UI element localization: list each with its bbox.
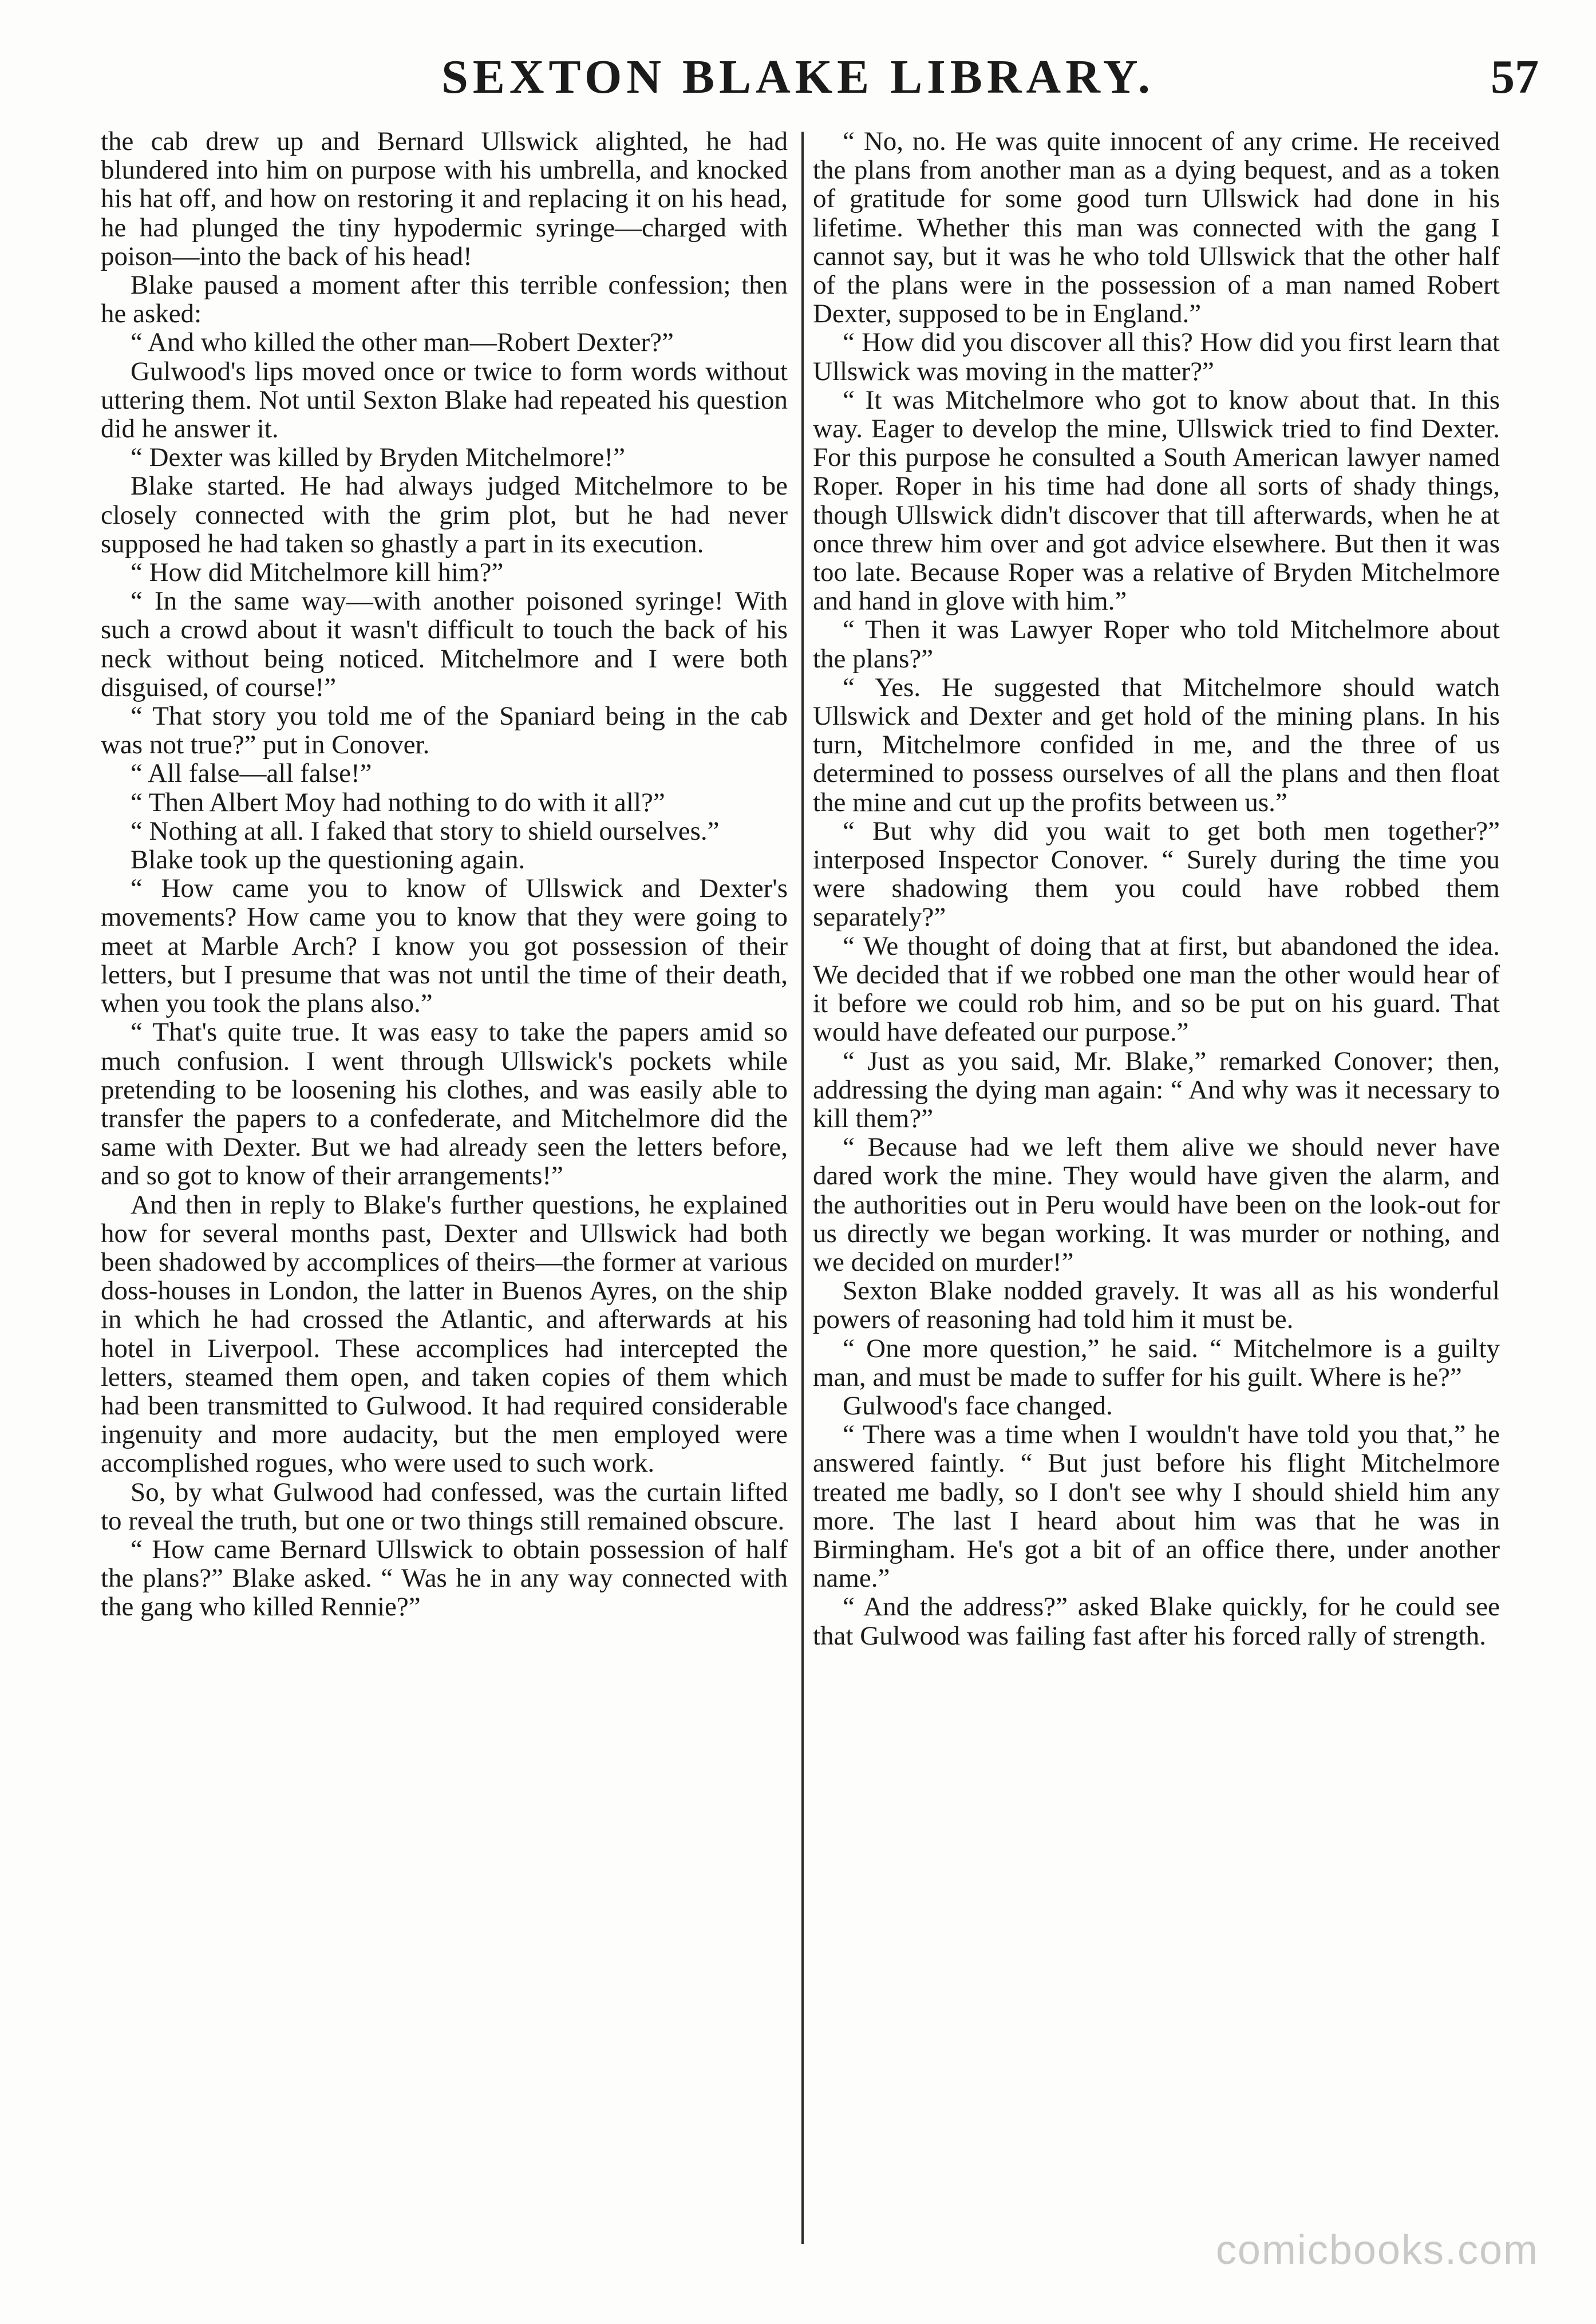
paragraph: “ Yes. He suggested that Mitchelmore should watch Ullswick and Dexter and get hold of the mining plans. In his turn, Mitchelmore confided in me, and the three of us determined to possess ourselves of all the plans and then float the mine and cut up the profits between us.” [813,672,1500,817]
paragraph: “ In the same way—with another poisoned syringe! With such a crowd about it wasn't difficult to touch the back of his neck without being noticed. Mitchelmore and I were both disguised, of course!” [101,586,788,702]
paragraph: “ And the address?” asked Blake quickly, for he could see that Gulwood was failing fast after his forced rally of strength. [813,1592,1500,1651]
paragraph: “ That story you told me of the Spaniard being in the cab was not true?” put in Conover. [101,701,788,760]
paragraph: So, by what Gulwood had confessed, was the curtain lifted to reveal the truth, but one or two things still remained obscure. [101,1477,788,1536]
paragraph: “ We thought of doing that at first, but abandoned the idea. We decided that if we robbed one man the other would hear of it before we could rob him, and so be put on his guard. That would have defeated our purpose.” [813,931,1500,1048]
paragraph: Gulwood's lips moved once or twice to form words without uttering them. Not until Sexton Blake had repeated his question did he answer it. [101,356,788,444]
paragraph: “ No, no. He was quite innocent of any crime. He received the plans from another man as a dying bequest, and as a token of gratitude for some good turn Ullswick had done in his lifetime. Whether this man was connected with the gang I cannot say, but it was he who told Ullswick that the other half of the plans were in the possession of a man named Robert Dexter, supposed to be in England.” [813,127,1500,329]
page-number: 57 [1491,50,1539,104]
paragraph: “ And who killed the other man—Robert Dexter?” [131,327,674,358]
paragraph: “ There was a time when I wouldn't have told you that,” he answered faintly. “ But just before his flight Mitchelmore treated me badly, so I don't see why I should shield him any more. The last I heard about him was that he was in Birmingham. He's got a bit of an office there, under another name.” [813,1420,1500,1594]
paragraph: “ One more question,” he said. “ Mitchelmore is a guilty man, and must be made to suffer for his guilt. Where is he?” [813,1333,1500,1392]
paragraph: Blake paused a moment after this terrible confession; then he asked: [101,270,788,329]
paragraph: And then in reply to Blake's further questions, he explained how for several months past, Dexter and Ullswick had both been shadowed by accomplices of theirs—the former at various doss-houses in London, the latter in Buenos Ayres, on the ship in which he had crossed the Atlantic, and afterwards at his hotel in Liverpool. These accomplices had intercepted the letters, steamed them open, and taken copies of them which had been transmitted to Gulwood. It had required considerable ingenuity and more audacity, but the men employed were accomplished rogues, who were used to such work. [101,1189,788,1479]
paragraph: “ How did Mitchelmore kill him?” [131,558,504,588]
paragraph: “ Dexter was killed by Bryden Mitchelmore!” [131,442,625,473]
paragraph: “ Just as you said, Mr. Blake,” remarked Conover; then, addressing the dying man again: “ And why was it necessary to kill them?” [813,1046,1500,1133]
watermark: comicbooks.com [1215,2227,1539,2273]
running-title: SEXTON BLAKE LIBRARY. [441,50,1155,104]
paragraph: “ How came Bernard Ullswick to obtain possession of half the plans?” Blake asked. “ Was he in any way connected with the gang who killed Rennie?” [101,1534,788,1622]
paragraph: “ That's quite true. It was easy to take the papers amid so much confusion. I went through Ullswick's pockets while pretending to be loosening his clothes, and was easily able to transfer the papers to a confederate, and Mitchelmore did the same with Dexter. But we had already seen the letters before, and so got to know of their arrangements!” [101,1017,788,1191]
paragraph: “ Nothing at all. I faked that story to shield ourselves.” [131,816,720,846]
paragraph: the cab drew up and Bernard Ullswick alighted, he had blundered into him on purpose with his umbrella, and knocked his hat off, and how on restoring it and replacing it on his head, he had plunged the tiny hypodermic syringe—charged with poison—into the back of his head! [101,127,788,271]
paragraph: Blake took up the questioning again. [131,845,526,875]
paragraph: Blake started. He had always judged Mitchelmore to be closely connected with the grim plot, but he had never supposed he had taken so ghastly a part in its execution. [101,471,788,559]
left-column [101,127,788,2245]
paragraph: “ Because had we left them alive we should never have dared work the mine. They would have given the alarm, and the authorities out in Peru would have been on the look-out for us directly we began working. It was murder or nothing, and we decided on murder!” [813,1132,1500,1277]
paragraph: “ All false—all false!” [131,758,372,789]
paragraph: “ Then it was Lawyer Roper who told Mitchelmore about the plans?” [813,615,1500,674]
paragraph: Sexton Blake nodded gravely. It was all as his wonderful powers of reasoning had told him it must be. [813,1276,1500,1335]
paragraph: “ How came you to know of Ullswick and Dexter's movements? How came you to know that they were going to meet at Marble Arch? I know you got possession of their letters, but I presume that was not until the time of their death, when you took the plans also.” [101,874,788,1019]
column-divider [801,132,804,2244]
paragraph: “ Then Albert Moy had nothing to do with it all?” [131,787,665,817]
right-column [813,127,1500,2245]
paragraph: “ How did you discover all this? How did you first learn that Ullswick was moving in the matter?” [813,327,1500,386]
page-header [0,46,1596,109]
paragraph: “ But why did you wait to get both men together?” interposed Inspector Conover. “ Surely during the time you were shadowing them you could have robbed them separately?” [813,816,1500,932]
paragraph: “ It was Mitchelmore who got to know about that. In this way. Eager to develop the mine, Ullswick tried to find Dexter. For this purpose he consulted a South American lawyer named Roper. Roper in his time had done all sorts of shady things, though Ullswick didn't discover that till afterwards, when he at once threw him over and got advice elsewhere. But then it was too late. Because Roper was a relative of Bryden Mitchelmore and hand in glove with him.” [813,385,1500,616]
paragraph: Gulwood's face changed. [843,1390,1113,1421]
